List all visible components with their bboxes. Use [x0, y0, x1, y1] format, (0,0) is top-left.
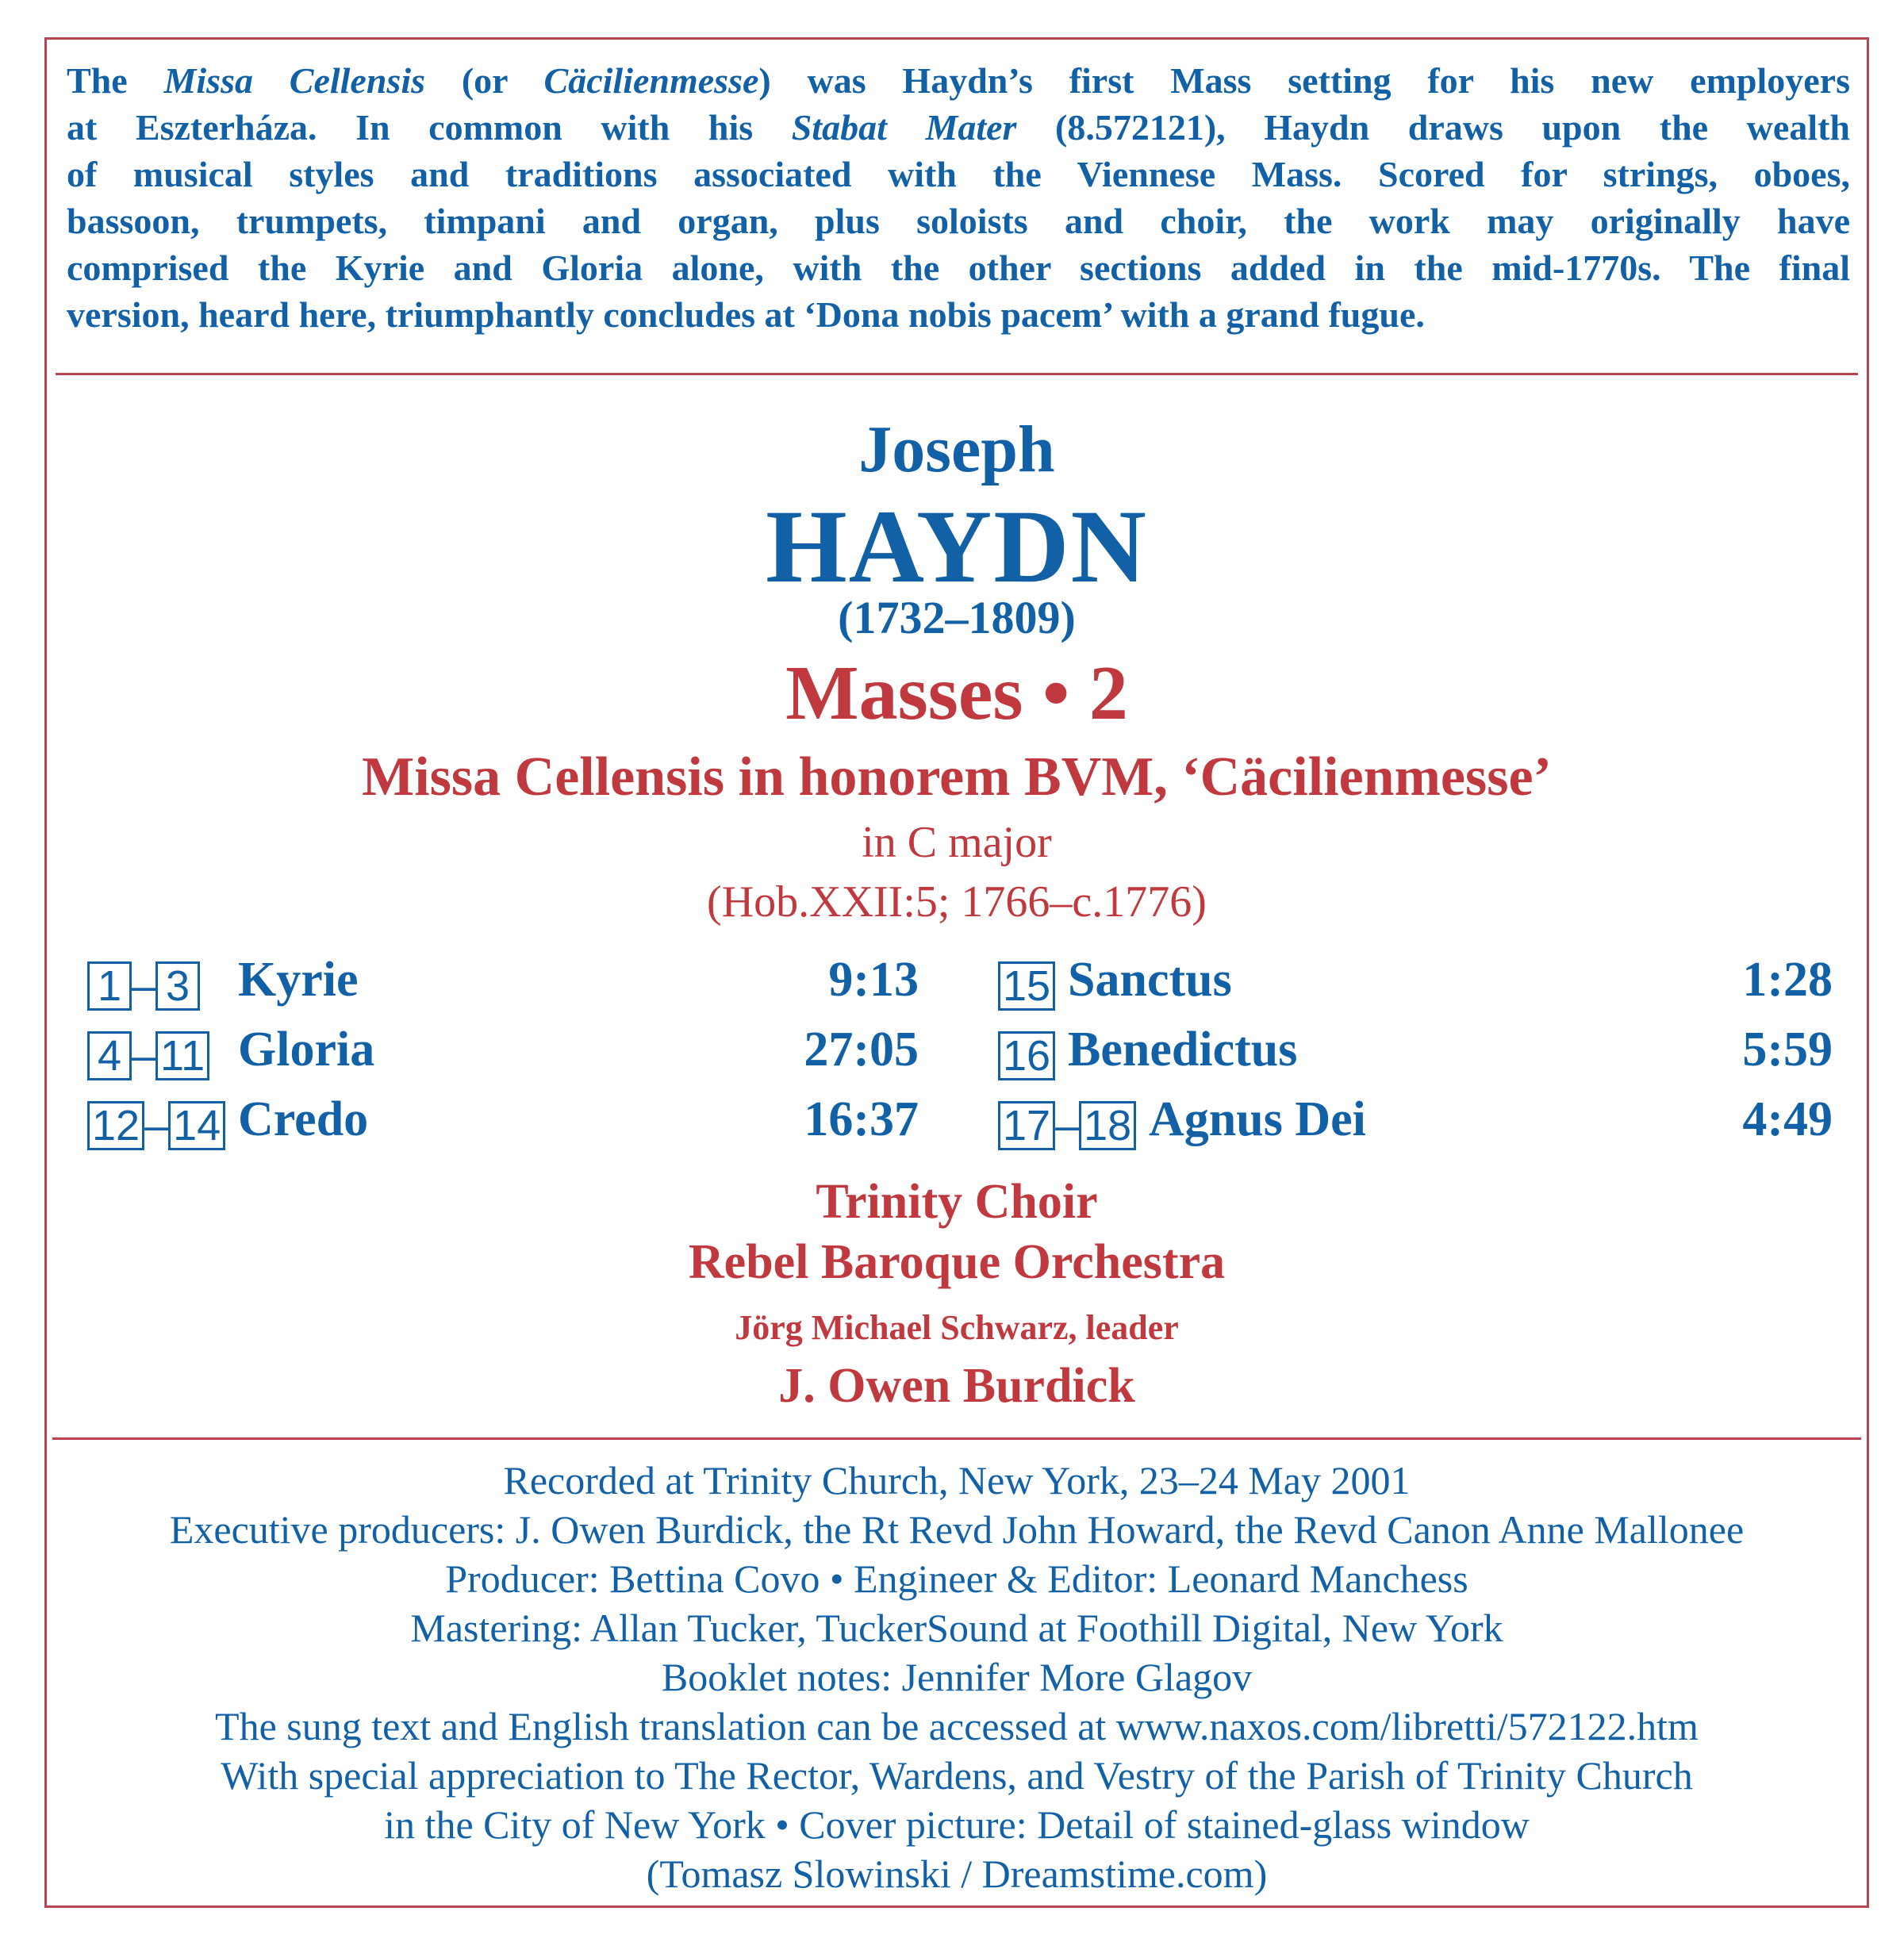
- intro-text: (8.572121), Haydn draws upon the wealth: [1016, 107, 1850, 148]
- track-number-box: 17: [998, 1101, 1055, 1150]
- track-number-box: 11: [155, 1031, 209, 1080]
- intro-text: version, heard here, triumphantly concludes at ‘Dona nobis pacem’ with a grand fugue.: [67, 294, 1425, 335]
- track-title: Agnus Dei: [1149, 1092, 1366, 1146]
- credit-line: Executive producers: J. Owen Burdick, the Rt Revd John Howard, the Revd Canon Anne Mallonee: [169, 1507, 1745, 1552]
- track-title: Benedictus: [1068, 1023, 1298, 1076]
- track-duration: 27:05: [804, 1023, 919, 1076]
- track-list-left: [87, 952, 919, 1161]
- track-title: Sanctus: [1068, 953, 1232, 1007]
- intro-text: at Eszterháza. In common with his: [67, 107, 792, 148]
- track-duration: 9:13: [828, 953, 919, 1007]
- credit-line: Producer: Bettina Covo • Engineer & Editor: Leonard Manchess: [445, 1556, 1468, 1601]
- track-numbers: [87, 1027, 209, 1083]
- track-row: [87, 952, 919, 1022]
- track-number-box: 18: [1079, 1101, 1136, 1150]
- track-row: [998, 1092, 1833, 1161]
- work-title: Missa Cellensis in honorem BVM, ‘Cäcilienmesse’: [362, 746, 1552, 808]
- intro-line: [67, 198, 1850, 244]
- composer-dates: (1732–1809): [838, 592, 1076, 643]
- orchestra-name: Rebel Baroque Orchestra: [688, 1235, 1226, 1289]
- track-number-box: 16: [998, 1031, 1055, 1080]
- credit-line: Recorded at Trinity Church, New York, 23–24 May 2001: [503, 1458, 1411, 1502]
- choir-name: Trinity Choir: [816, 1175, 1098, 1229]
- track-list-right: [998, 952, 1833, 1161]
- track-duration: 16:37: [804, 1092, 919, 1146]
- composer-first-name: Joseph: [858, 413, 1055, 486]
- track-numbers: [87, 1096, 225, 1153]
- track-number-box: 1: [87, 961, 132, 1011]
- intro-line: [67, 291, 1850, 338]
- track-numbers: [998, 957, 1055, 1013]
- intro-text: comprised the Kyrie and Gloria alone, with the other sections added in the mid-1770s. The final: [67, 248, 1850, 288]
- track-title: Credo: [238, 1092, 369, 1146]
- credit-line: Booklet notes: Jennifer More Glagov: [661, 1655, 1253, 1699]
- track-title: Gloria: [238, 1023, 375, 1076]
- orchestra-leader: Jörg Michael Schwarz, leader: [735, 1308, 1179, 1347]
- track-duration: 1:28: [1742, 953, 1833, 1007]
- track-duration: 4:49: [1742, 1092, 1833, 1146]
- track-row: [998, 1022, 1833, 1092]
- track-number-box: 14: [168, 1101, 225, 1150]
- intro-italic-title: Cäcilienmesse: [543, 60, 759, 101]
- intro-text: The: [67, 60, 164, 101]
- track-number-box: 12: [87, 1101, 144, 1150]
- track-number-box: 3: [155, 961, 200, 1011]
- track-duration: 5:59: [1742, 1023, 1833, 1076]
- intro-paragraph: [67, 57, 1850, 338]
- track-range-dash: –: [144, 1102, 169, 1149]
- intro-line: [67, 57, 1850, 104]
- work-key: in C major: [862, 818, 1052, 867]
- track-row: [87, 1092, 919, 1161]
- credit-line: Mastering: Allan Tucker, TuckerSound at Foothill Digital, New York: [410, 1606, 1503, 1650]
- bottom-divider: [52, 1437, 1861, 1440]
- intro-line: [67, 244, 1850, 291]
- intro-text: of musical styles and traditions associated with the Viennese Mass. Scored for strings, oboes,: [67, 154, 1850, 194]
- intro-italic-title: Stabat Mater: [791, 107, 1017, 148]
- intro-line: [67, 104, 1850, 151]
- track-numbers: [998, 1096, 1136, 1153]
- track-range-dash: –: [132, 962, 156, 1010]
- track-number-box: 15: [998, 961, 1055, 1011]
- credits-block: [44, 1456, 1869, 1898]
- credit-line: The sung text and English translation can be accessed at www.naxos.com/libretti/572122.htm: [215, 1704, 1699, 1748]
- conductor-name: J. Owen Burdick: [778, 1359, 1135, 1413]
- track-row: [998, 952, 1833, 1022]
- credit-line: (Tomasz Slowinski / Dreamstime.com): [646, 1852, 1268, 1896]
- track-numbers: [998, 1027, 1055, 1083]
- credit-line: in the City of New York • Cover picture: Detail of stained-glass window: [384, 1802, 1530, 1847]
- track-title: Kyrie: [238, 953, 359, 1007]
- top-divider: [56, 373, 1858, 375]
- track-range-dash: –: [1055, 1102, 1080, 1149]
- intro-text: bassoon, trumpets, timpani and organ, plus soloists and choir, the work may originally have: [67, 201, 1850, 241]
- track-number-box: 4: [87, 1031, 132, 1080]
- intro-text: ) was Haydn’s first Mass setting for his new employers: [758, 60, 1850, 101]
- credit-line: With special appreciation to The Rector, Wardens, and Vestry of the Parish of Trinity Church: [221, 1753, 1693, 1798]
- track-range-dash: –: [132, 1032, 156, 1080]
- composer-surname: HAYDN: [766, 488, 1148, 604]
- intro-line: [67, 151, 1850, 198]
- series-title: Masses • 2: [785, 650, 1128, 736]
- track-row: [87, 1022, 919, 1092]
- intro-text: (or: [425, 60, 544, 101]
- track-numbers: [87, 957, 200, 1013]
- work-catalogue: (Hob.XXII:5; 1766–c.1776): [707, 877, 1207, 927]
- intro-italic-title: Missa Cellensis: [163, 60, 426, 101]
